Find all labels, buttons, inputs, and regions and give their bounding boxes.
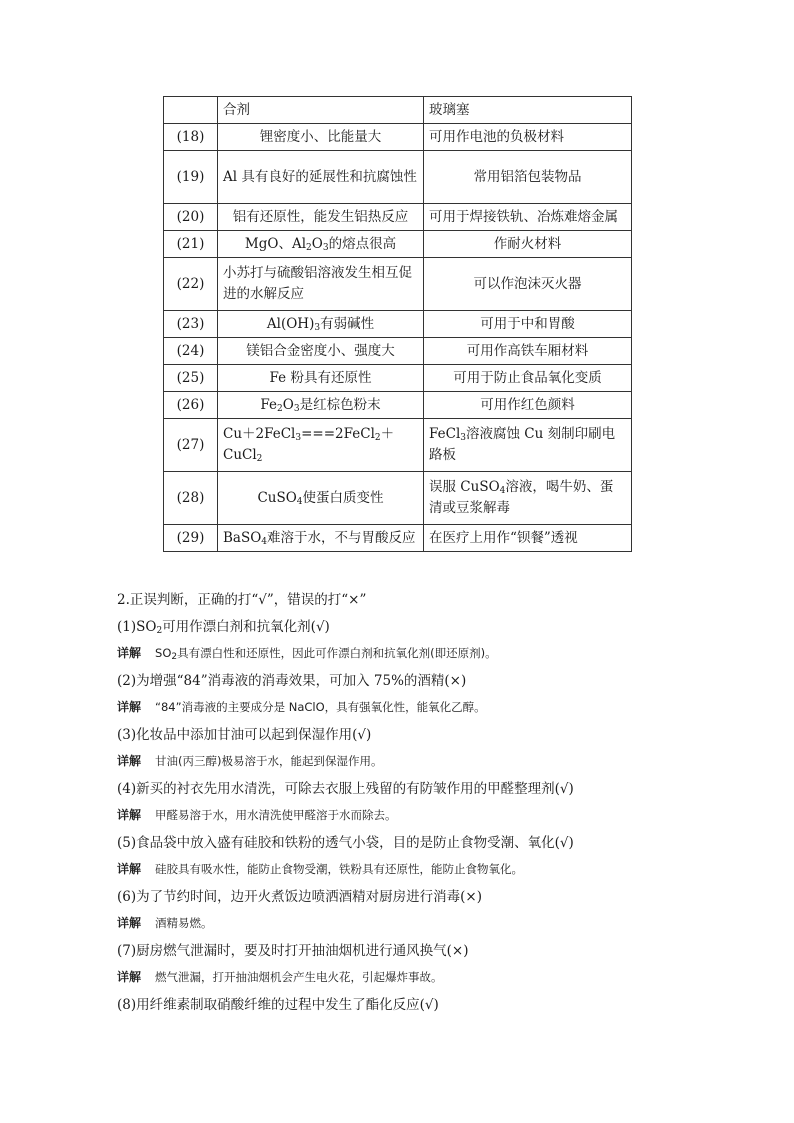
explanation-item: 详解 燃气泄漏，打开抽油烟机会产生电火花，引起爆炸事故。	[117, 970, 443, 984]
row-number: (20)	[164, 204, 218, 231]
row-number: (18)	[164, 124, 218, 151]
table-row	[164, 392, 632, 419]
use-cell: 常用铝箔包装物品	[424, 151, 632, 204]
use-cell: 可用作高铁车厢材料	[424, 338, 632, 365]
table-row	[164, 124, 632, 151]
table-row	[164, 204, 632, 231]
row-number: (29)	[164, 525, 218, 552]
use-cell: 可以作泡沫灭火器	[424, 258, 632, 311]
property-cell: Al 具有良好的延展性和抗腐蚀性	[218, 151, 424, 204]
explanation-label: 详解	[117, 808, 142, 822]
table-row	[164, 231, 632, 258]
property-cell: $Fe_2O_3$是红棕色粉末	[218, 392, 424, 419]
header-cell-num	[164, 97, 218, 124]
use-cell: 可用于防止食品氧化变质	[424, 365, 632, 392]
use-cell: 误服 CuSO$_4$溶液，喝牛奶、蛋清或豆浆解毒	[424, 472, 632, 525]
explanation-item: 详解 $SO_2$具有漂白性和还原性，因此可作漂白剂和抗氧化剂(即还原剂)。	[117, 646, 497, 662]
property-cell: Fe 粉具有还原性	[218, 365, 424, 392]
question-item: (7)厨房燃气泄漏时，要及时打开抽油烟机进行通风换气(×)	[117, 943, 469, 959]
row-number: (19)	[164, 151, 218, 204]
question-item: $(1)SO_2$可用作漂白剂和抗氧化剂(√)	[117, 619, 330, 636]
explanation-label: 详解	[117, 646, 142, 660]
explanation-label: 详解	[117, 916, 142, 930]
property-cell: CuSO$_4$使蛋白质变性	[218, 472, 424, 525]
row-number: (21)	[164, 231, 218, 258]
explanation-item: 详解 甲醛易溶于水，用水清洗使甲醛溶于水而除去。	[117, 808, 397, 822]
explanation-label: 详解	[117, 700, 142, 714]
row-number: (27)	[164, 419, 218, 472]
property-cell: Cu＋2FeCl$_3$===2FeCl$_2$＋CuCl$_2$	[218, 419, 424, 472]
table-row	[164, 151, 632, 204]
use-cell: 作耐火材料	[424, 231, 632, 258]
property-cell: 铝有还原性，能发生铝热反应	[218, 204, 424, 231]
use-cell: 可用作电池的负极材料	[424, 124, 632, 151]
explanation-item: 详解 酒精易燃。	[117, 916, 213, 930]
use-cell: 可用于中和胃酸	[424, 311, 632, 338]
explanation-item: 详解 硅胶具有吸水性，能防止食物受潮，铁粉具有还原性，能防止食物氧化。	[117, 862, 524, 876]
explanation-item: 详解 甘油(丙三醇)极易溶于水，能起到保湿作用。	[117, 754, 383, 768]
table-row	[164, 525, 632, 552]
use-cell: 可用作红色颜料	[424, 392, 632, 419]
explanation-label: 详解	[117, 970, 142, 984]
explanation-item: 详解 “84”消毒液的主要成分是 NaClO，具有强氧化性，能氧化乙醇。	[117, 700, 486, 714]
question-item: (6)为了节约时间，边开火煮饭边喷洒酒精对厨房进行消毒(×)	[117, 889, 482, 905]
question-item: (5)食品袋中放入盛有硅胶和铁粉的透气小袋，目的是防止食物受潮、氧化(√)	[117, 835, 574, 851]
table-row	[164, 338, 632, 365]
table-row	[164, 311, 632, 338]
question-item: (3)化妆品中添加甘油可以起到保湿作用(√)	[117, 727, 372, 743]
header-cell-use: 玻璃塞	[424, 97, 632, 124]
use-cell: 在医疗上用作“钡餐”透视	[424, 525, 632, 552]
question-item: (8)用纤维素制取硝酸纤维的过程中发生了酯化反应(√)	[117, 997, 439, 1013]
property-cell: MgO、$Al_2O_3$的熔点很高	[218, 231, 424, 258]
table-row	[164, 365, 632, 392]
table-header-row	[164, 97, 632, 124]
property-use-table	[163, 96, 632, 552]
question-item: (2)为增强“84”消毒液的消毒效果，可加入 75%的酒精(×)	[117, 673, 467, 689]
use-cell: 可用于焊接铁轨、冶炼难熔金属	[424, 204, 632, 231]
section-instruction: 2.正误判断，正确的打“√”，错误的打“×”	[117, 592, 367, 608]
property-cell: BaSO$_4$难溶于水，不与胃酸反应	[218, 525, 424, 552]
use-cell: FeCl$_3$溶液腐蚀 Cu 刻制印刷电路板	[424, 419, 632, 472]
row-number: (22)	[164, 258, 218, 311]
row-number: (26)	[164, 392, 218, 419]
question-item: (4)新买的衬衣先用水清洗，可除去衣服上残留的有防皱作用的甲醛整理剂(√)	[117, 781, 574, 797]
property-cell: 锂密度小、比能量大	[218, 124, 424, 151]
table-row	[164, 419, 632, 472]
row-number: (23)	[164, 311, 218, 338]
row-number: (24)	[164, 338, 218, 365]
true-false-section	[117, 590, 717, 1022]
explanation-label: 详解	[117, 754, 142, 768]
table-row	[164, 258, 632, 311]
explanation-label: 详解	[117, 862, 142, 876]
property-cell: 镁铝合金密度小、强度大	[218, 338, 424, 365]
row-number: (28)	[164, 472, 218, 525]
table-row	[164, 472, 632, 525]
row-number: (25)	[164, 365, 218, 392]
header-cell-property: 合剂	[218, 97, 424, 124]
property-cell: $Al(OH)_3$有弱碱性	[218, 311, 424, 338]
property-cell: 小苏打与硫酸铝溶液发生相互促进的水解反应	[218, 258, 424, 311]
